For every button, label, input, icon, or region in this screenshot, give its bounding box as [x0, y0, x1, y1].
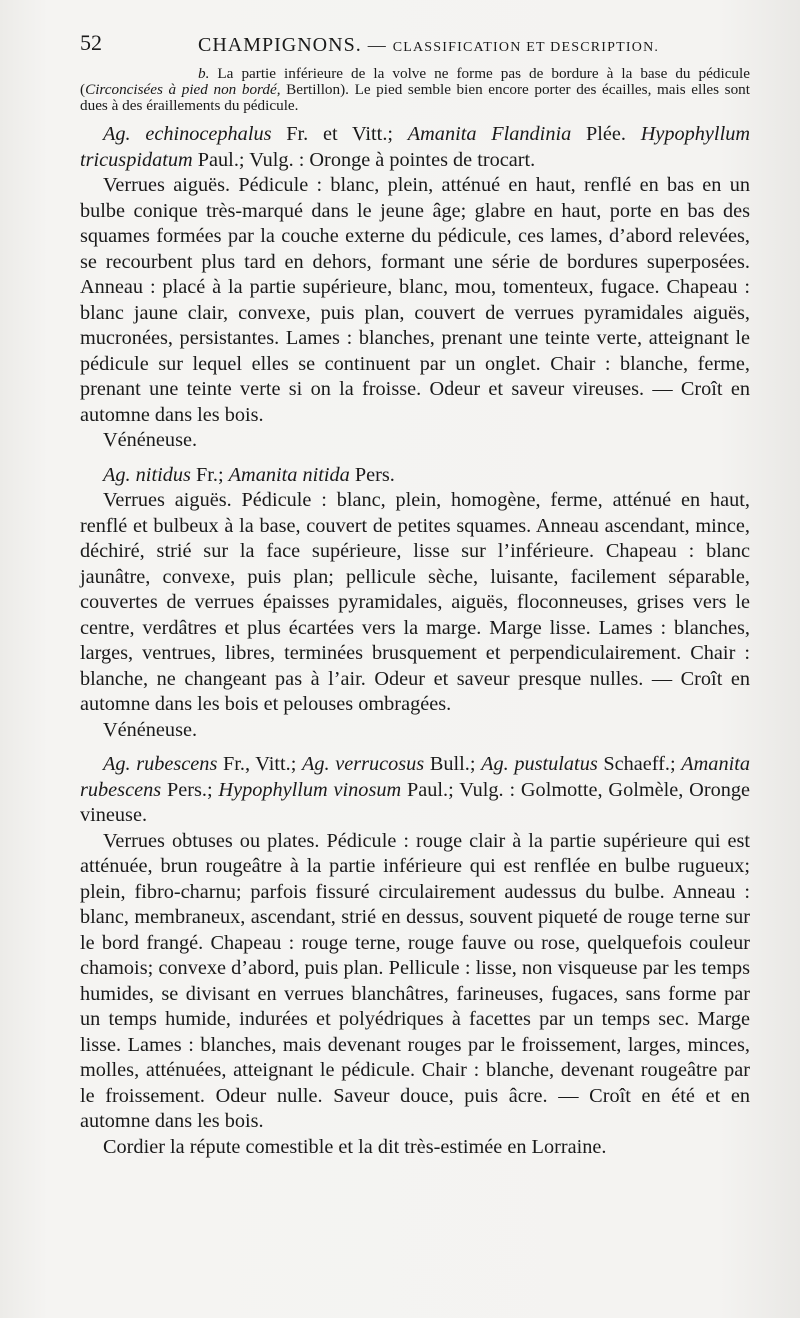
- species-description-3: Verrues obtuses ou plates. Pédicule : rouge clair à la partie supérieure qui est atténuée, brun rougeâtre à la partie inférieure qui est renflée en bulbe rugueux; plein, fibro-charnu; parfois fissuré circulairement audessus du bulbe. Anneau : blanc, membraneux, ascendant, strié en dessus, souvent piqueté de rouge terne sur le bord frangé. Chapeau : rouge terne, rouge fauve ou rose, quelquefois couleur chamois; convexe d’abord, puis plan. Pellicule : lisse, non visqueuse par les temps humides, se divisant en verrues blanchâtres, farineuses, fugaces, sans forme par un temps humide, indurées et polyédriques à facettes par un temps sec. Marge lisse. Lames : blanches, mais devenant rouges par le froissement, larges, minces, molles, atténuées, atteignant le pédicule. Chair : blanche, devenant rougeâtre par le froissement. Odeur nulle. Saveur douce, puis âcre. — Croît en été et en automne dans les bois.: [80, 829, 750, 1132]
- authority-text: Paul.; Vulg. : Golmotte, Golmèle, Oronge vineuse.: [80, 778, 750, 826]
- note-text-2: , Bertillon). Le pied semble bien encore porter des écailles, mais elles sont dues à des éraillements du pédicule.: [80, 81, 751, 114]
- taxon-name: Ag. rubescens: [103, 753, 218, 775]
- running-title-main: CHAMPIGNONS.: [198, 34, 362, 56]
- taxon-name: Amanita nitida: [228, 463, 350, 486]
- taxon-name: Ag. pustulatus: [481, 753, 598, 775]
- main-text: [80, 122, 750, 1160]
- taxon-name: Amanita Flandinia: [407, 123, 572, 145]
- running-title: [198, 34, 659, 57]
- authority-text: Paul.; Vulg. : Oronge à pointes de trocart.: [192, 148, 536, 171]
- species-description-1: Verrues aiguës. Pédicule : blanc, plein, atténué en haut, renflé en bas en un bulbe conique très-marqué dans le jeune âge; glabre en haut, porte en bas des squames formées par la couche externe du pédicule, ces lames, d’abord relevées, se recourbent plus tard en dehors, formant une série de bordures superposées. Anneau : placé à la partie supérieure, blanc, mou, tomenteux, fugace. Chapeau : blanc jaune clair, convexe, puis plan, couvert de verrues pyramidales aiguës, mucronées, persistantes. Lames : blanches, prenant une teinte verte, atteignant le pédicule sur lequel elles se continuent par un onglet. Chair : blanche, ferme, prenant une teinte verte si on la froisse. Odeur et saveur vireuses. — Croît en automne dans les bois.: [80, 174, 750, 426]
- taxon-name: Ag. verrucosus: [301, 753, 425, 775]
- note-label: b.: [198, 65, 210, 82]
- authority-text: Bull.;: [424, 753, 482, 775]
- taxon-name: Hypophyllum tricuspidatum: [80, 123, 750, 171]
- taxon-name: Ag. nitidus: [103, 463, 191, 486]
- page-header: [80, 30, 780, 58]
- taxon-name: Ag. echinocephalus: [103, 123, 272, 145]
- species-verdict-3: Cordier la répute comestible et la dit très-estimée en Lorraine.: [103, 1135, 607, 1158]
- note-italic: Circoncisées à pied non bordé: [85, 81, 277, 98]
- authority-text: Fr. et Vitt.;: [271, 123, 408, 145]
- authority-text: Plée.: [571, 123, 641, 145]
- taxon-name: Amanita rubescens: [80, 753, 750, 801]
- authority-text: Pers.: [349, 463, 395, 486]
- species-heading-1: [80, 122, 750, 173]
- note-text-1: La partie inférieure de la volve ne forme pas de bordure à la base du pédicule (: [80, 65, 750, 98]
- authority-text: Fr., Vitt.;: [217, 753, 302, 775]
- species-verdict-1: Vénéneuse.: [103, 429, 198, 451]
- species-heading-3: [80, 752, 750, 829]
- species-heading-2: [80, 463, 750, 489]
- authority-text: Schaeff.;: [597, 753, 682, 775]
- authority-text: Pers.;: [161, 778, 219, 801]
- taxon-name: Hypophyllum vinosum: [218, 778, 402, 801]
- species-verdict-2: Vénéneuse.: [103, 718, 198, 741]
- authority-text: Fr.;: [190, 463, 229, 486]
- species-description-2: Verrues aiguës. Pédicule : blanc, plein, homogène, ferme, atténué en haut, renflé et bulbeux à la base, couvert de petites squames. Anneau ascendant, mince, déchiré, strié sur la face supérieure, lisse sur l’inférieure. Chapeau : blanc jaunâtre, convexe, puis plan; pellicule sèche, luisante, facilement séparable, couvertes de verrues épaisses pyramidales, aiguës, floconneuses, grises vers le centre, verdâtres et plus écartées vers la marge. Marge lisse. Lames : blanches, larges, ventrues, libres, terminées brusquement et perpendiculairement. Chair : blanche, ne changeant pas à l’air. Odeur et saveur presque nulles. — Croît en automne dans les bois et pelouses ombragées.: [80, 489, 750, 715]
- running-title-sub: CLASSIFICATION ET DESCRIPTION.: [392, 40, 660, 55]
- footnote-b: [80, 66, 750, 114]
- page-number: 52: [80, 30, 102, 55]
- running-title-dash: —: [367, 35, 387, 55]
